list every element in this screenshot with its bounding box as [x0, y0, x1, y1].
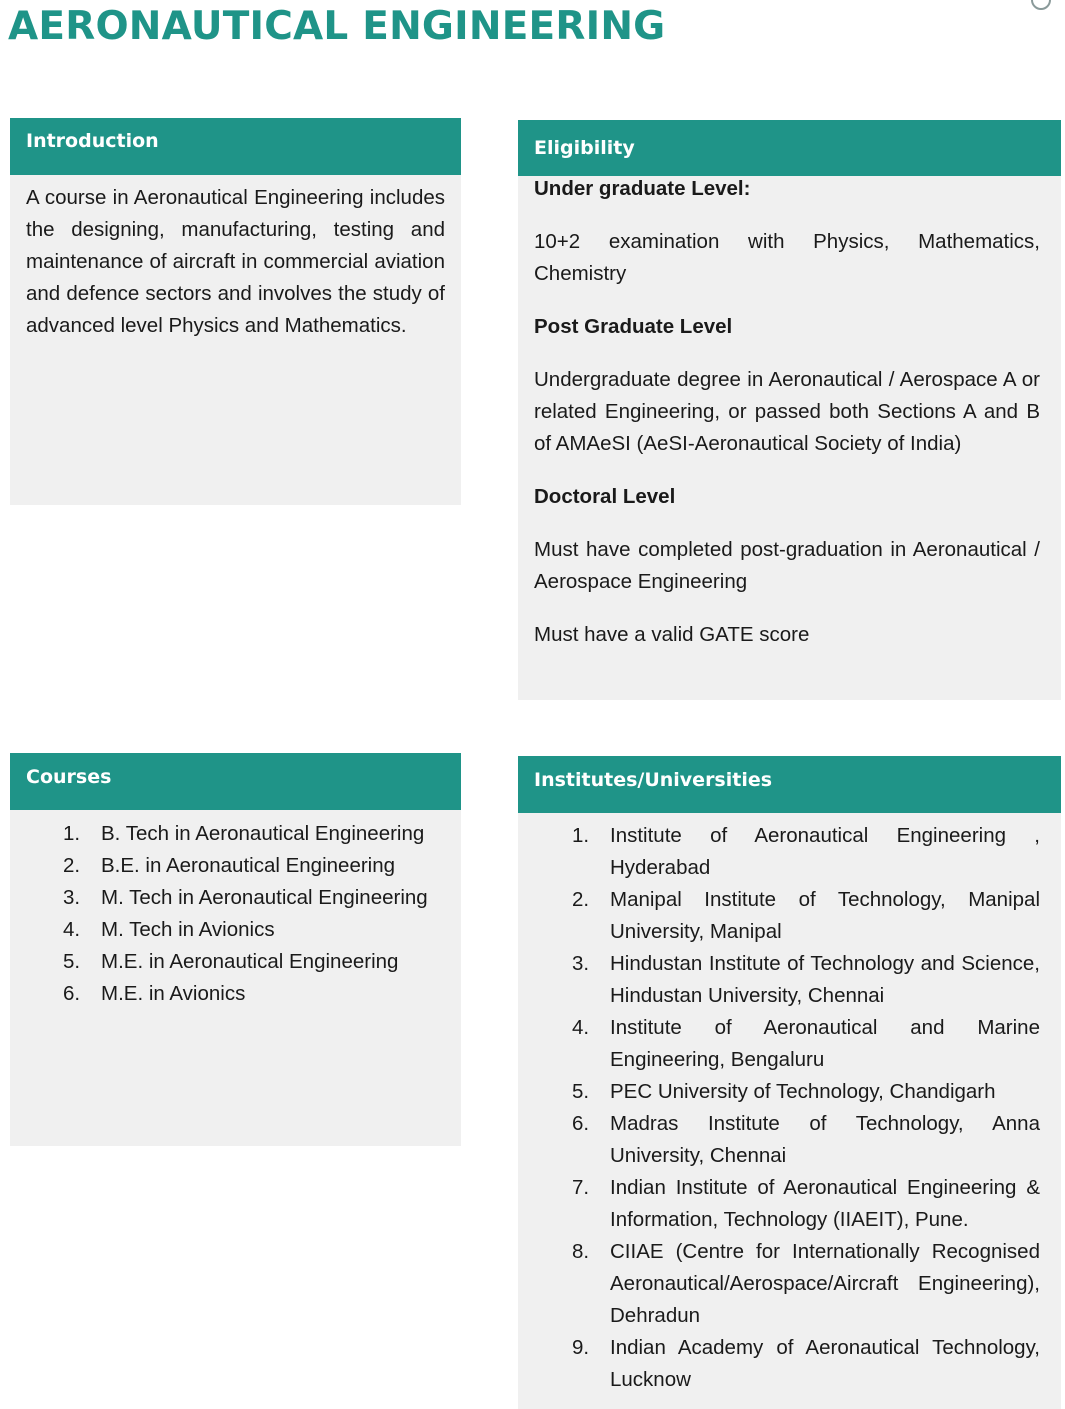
- list-item: [572, 1012, 1040, 1076]
- courses-heading: Courses: [10, 753, 461, 810]
- page-title: AERONAUTICAL ENGINEERING: [8, 4, 666, 49]
- list-text: Institute of Aeronautical Engineering , Hyderabad: [610, 824, 1040, 879]
- list-text: Manipal Institute of Technology, Manipal University, Manipal: [610, 888, 1040, 943]
- list-number: 5.: [63, 950, 81, 973]
- institutes-list: [572, 820, 1040, 1396]
- list-number: 4.: [63, 918, 81, 941]
- courses-list: [63, 818, 445, 1010]
- list-item: [572, 1108, 1040, 1172]
- list-number: 8.: [572, 1240, 590, 1263]
- list-number: 3.: [572, 952, 590, 975]
- eligibility-body: [518, 176, 1061, 651]
- list-number: 2.: [572, 888, 590, 911]
- list-item: [63, 978, 445, 1010]
- institutes-body: [518, 813, 1061, 1396]
- list-item: [572, 1076, 1040, 1108]
- eligibility-card: [518, 120, 1061, 700]
- list-text: B.E. in Aeronautical Engineering: [101, 854, 396, 877]
- list-text: Indian Institute of Aeronautical Engineering & Information, Technology (IIAEIT), Pune.: [610, 1176, 1040, 1231]
- list-item: [63, 946, 445, 978]
- list-number: 3.: [63, 886, 81, 909]
- list-text: B. Tech in Aeronautical Engineering: [101, 822, 425, 845]
- list-text: Madras Institute of Technology, Anna University, Chennai: [610, 1112, 1040, 1167]
- list-item: [572, 884, 1040, 948]
- list-text: PEC University of Technology, Chandigarh: [610, 1080, 996, 1103]
- pg-level-heading: Post Graduate Level: [534, 315, 733, 338]
- list-number: 1.: [63, 822, 81, 845]
- list-text: Hindustan Institute of Technology and Science, Hindustan University, Chennai: [610, 952, 1040, 1007]
- list-item: [63, 818, 445, 850]
- list-item: [572, 1332, 1040, 1396]
- list-number: 6.: [63, 982, 81, 1005]
- gate-requirement-text: Must have a valid GATE score: [534, 623, 810, 646]
- list-item: [63, 914, 445, 946]
- list-item: [63, 850, 445, 882]
- list-text: Indian Academy of Aeronautical Technology, Lucknow: [610, 1336, 1040, 1391]
- list-number: 2.: [63, 854, 81, 877]
- list-number: 7.: [572, 1176, 590, 1199]
- eligibility-heading: Eligibility: [518, 120, 1061, 176]
- corner-circle-icon: [1031, 0, 1051, 10]
- ug-level-text: 10+2 examination with Physics, Mathematics, Chemistry: [534, 230, 1040, 285]
- introduction-card: [10, 118, 461, 505]
- doctoral-level-heading: Doctoral Level: [534, 485, 676, 508]
- list-text: M.E. in Avionics: [101, 982, 246, 1005]
- list-text: Institute of Aeronautical and Marine Engineering, Bengaluru: [610, 1016, 1040, 1071]
- courses-card: [10, 753, 461, 1146]
- list-number: 1.: [572, 824, 590, 847]
- ug-level-heading: Under graduate Level:: [534, 177, 751, 200]
- list-number: 9.: [572, 1336, 590, 1359]
- list-item: [572, 820, 1040, 884]
- list-text: M. Tech in Aeronautical Engineering: [101, 886, 428, 909]
- list-text: M.E. in Aeronautical Engineering: [101, 950, 399, 973]
- list-number: 5.: [572, 1080, 590, 1103]
- introduction-heading: Introduction: [10, 118, 461, 175]
- institutes-card: [518, 756, 1061, 1409]
- list-item: [572, 948, 1040, 1012]
- list-number: 4.: [572, 1016, 590, 1039]
- introduction-text: A course in Aeronautical Engineering includes the designing, manufacturing, testing and maintenance of aircraft in commercial aviation and defence sectors and involves the study of advanced level Physics and Mathematics.: [26, 186, 445, 337]
- institutes-heading: Institutes/Universities: [518, 756, 1061, 813]
- list-text: CIIAE (Centre for Internationally Recognised Aeronautical/Aerospace/Aircraft Engineering), Dehradun: [610, 1240, 1040, 1327]
- list-item: [63, 882, 445, 914]
- courses-body: [10, 810, 461, 1010]
- doctoral-level-text: Must have completed post-graduation in Aeronautical / Aerospace Engineering: [534, 538, 1040, 593]
- list-text: M. Tech in Avionics: [101, 918, 275, 941]
- list-number: 6.: [572, 1112, 590, 1135]
- introduction-body: [10, 175, 461, 342]
- list-item: [572, 1236, 1040, 1332]
- list-item: [572, 1172, 1040, 1236]
- pg-level-text: Undergraduate degree in Aeronautical / Aerospace A or related Engineering, or passed both Sections A and B of AMAeSI (AeSI-Aeronautical Society of India): [534, 368, 1040, 455]
